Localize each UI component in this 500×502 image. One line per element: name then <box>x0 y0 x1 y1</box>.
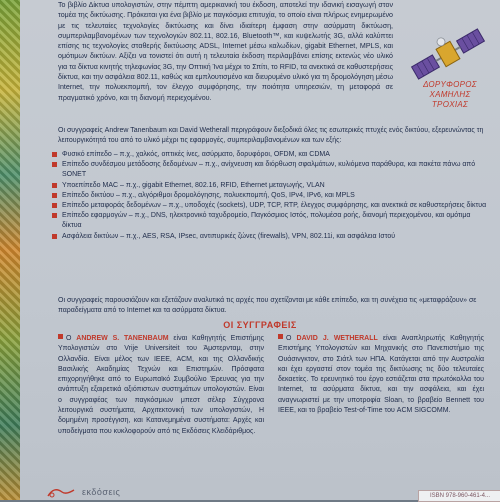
list-item <box>50 211 490 231</box>
author-bio-tanenbaum <box>58 334 264 437</box>
bullet-icon <box>52 162 57 167</box>
list-item <box>50 160 490 180</box>
list-item-text: Υποεπίπεδο MAC – π.χ., gigabit Ethernet, 802.16, RFID, Ethernet μεταγωγής, VLAN <box>62 181 325 189</box>
author-name: DAVID J. WETHERALL <box>296 335 378 342</box>
satellite-caption-line: ΤΡΟΧΙΑΣ <box>431 100 469 109</box>
list-item <box>50 150 490 160</box>
authors-heading: ΟΙ ΣΥΓΓΡΑΦΕΙΣ <box>223 320 297 330</box>
bullet-icon <box>52 193 57 198</box>
bullet-icon <box>52 234 57 239</box>
author-prefix: Ο <box>66 335 72 342</box>
list-item-text: Επίπεδο δικτύου – π.χ., αλγόριθμοι δρομολόγησης, πολυεκπομπή, QoS, IPv4, IPv6, και MPLS <box>62 191 355 199</box>
summary-paragraph: Οι συγγραφείς Andrew Tanenbaum και David Wetherall περιγράφουν διεξοδικά όλες τις εσωτερικές πτυχές ενός δικτύου, εξερευνώντας τη λειτουργικότητά του από το υλικό μέχρι τις εφαρμογές, συμπεριλαμβανομένων και των εξής: <box>58 127 484 144</box>
author-bio-text: είναι Αναπληρωτής Καθηγητής Επιστήμης Υπολογιστών και Μηχανικής στο Πανεπιστήμιο της Ουάσινγκτον, στο Σιάτλ των ΗΠΑ. Κατάγεται από την Αυστραλία και έχει εργαστεί στον τομέα της δικτύωσης τις δύο τελευταίες δεκαετίες. Το ερευνητικό του έργο εστιάζεται στα πρωτόκολλα του Internet, τα ασύρματα δίκτυα, και την ασφάλεια, και έχει αναγνωριστεί με την υποτροφία Sloan, το βραβείο Bennett του IEEE, και το βραβείο Test-of-Time του ACM SIGCOMM. <box>278 335 484 415</box>
author-name: ANDREW S. TANENBAUM <box>76 335 169 342</box>
closing-paragraph: Οι συγγραφείς παρουσιάζουν και εξετάζουν αναλυτικά τις αρχές που σχετίζονται με κάθε επίπεδο, και τη συνέχεια τις «μεταφράζουν» σε παραδείγματα από το Internet και τα ασύρματα δίκτυα. <box>58 297 477 314</box>
list-item <box>50 232 490 242</box>
book-back-cover <box>20 0 500 500</box>
list-item <box>50 191 490 201</box>
bullet-icon <box>278 334 283 339</box>
cover-art-strip <box>0 0 20 500</box>
satellite-caption-line: ΔΟΡΥΦΟΡΟΣ <box>423 80 477 89</box>
isbn-label: ISBN 978-960-461-4... <box>418 490 500 502</box>
author-bio-wetherall <box>278 334 484 416</box>
list-item <box>50 181 490 191</box>
list-item-text: Επίπεδο μεταφοράς δεδομένων – π.χ., υποδοχές (sockets), UDP, TCP, RTP, έλεγχος συμφόρησης, και ανεκτικά σε καθυστερήσεις δίκτυα <box>62 202 487 210</box>
bullet-icon <box>52 183 57 188</box>
bullet-icon <box>52 203 57 208</box>
list-item-text: Επίπεδο συνδέσμου μετάδοσης δεδομένων – π.χ., ανίχνευση και διόρθωση σφαλμάτων, κυλιόμενα παράθυρα, και πακέτα πάνω από SONET <box>62 161 476 179</box>
list-item <box>50 201 490 211</box>
bullet-icon <box>58 334 63 339</box>
list-item-text: Ασφάλεια δικτύων – π.χ., AES, RSA, IPsec, αντιπυρικές ζώνες (firewalls), VPN, 802.11i, και ασφάλεια Ιστού <box>62 232 396 240</box>
satellite-caption <box>400 80 500 110</box>
list-item-text: Επίπεδο εφαρμογών – π.χ., DNS, ηλεκτρονικό ταχυδρομείο, Παγκόσμιος Ιστός, πολυμέσα ροής, διανομή περιεχομένου, και ομότιμα δίκτυα <box>62 212 471 230</box>
satellite-caption-line: ΧΑΜΗΛΗΣ <box>429 90 471 99</box>
author-prefix: Ο <box>286 335 292 342</box>
bullet-icon <box>52 152 57 157</box>
list-item-text: Φυσικό επίπεδο – π.χ., χαλκός, οπτικές ίνες, ασύρματο, δορυφόροι, OFDM, και CDMA <box>62 151 330 158</box>
publisher-label: εκδόσεις <box>82 487 121 497</box>
intro-paragraph: Το βιβλίο Δίκτυα υπολογιστών, στην πέμπτη αμερικανική του έκδοση, αποτελεί την ιδανική εισαγωγή στον τομέα της δικτύωσης. Πρόκειται για ένα βιβλίο με παγκόσμια επιτυχία, το οποίο είναι πλήρως ενημερωμένο με τις τελευταίες τεχνολογίες δικτύωσης και δίνει ιδιαίτερη έμφαση στην ασύρματη δικτύωση, συμπεριλαμβανομένων των τεχνολογιών 802.11, 802.16, Bluetooth™, και κυψελωτής 3G, αλλά καλύπτει επίσης τις τεχνολογίες σταθερής δικτύωσης ADSL, Internet μέσω καλωδίων, gigabit Ethernet, MPLS, και ομότιμων δικτύων. Αξίζει να τονιστεί ότι αυτή η τελευταία έκδοση περιλαμβάνει επίσης εκτενώς νέο υλικό για τα δίκτυα κινητής τηλεφωνίας 3G, την Οπτική Ίνα μέχρι το Σπίτι, το RFID, τα ανεκτικά σε καθυστερήσεις δίκτυα, και την ασφάλεια 802.11, καθώς και εμπλουτισμένο και διευρυμένο υλικό για τη δρομολόγηση μέσω Internet, την πολυεκπομπή, τον έλεγχο συμφόρησης, την ποιότητα υπηρεσιών, τη μεταφορά σε πραγματικό χρόνο, και τη διανομή περιεχομένου. <box>58 1 393 102</box>
bullet-icon <box>52 213 57 218</box>
layers-list <box>50 150 490 242</box>
author-bio-text: είναι Καθηγητής Επιστήμης Υπολογιστών στο Vrije Universiteit του Άμστερνταμ, στην Ολλανδία. Είναι μέλος των IEEE, ACM, και της Ολλανδικής Βασιλικής Ακαδημίας Τεχνών και Επιστημών. Πρόσφατα επιχορηγήθηκε από το Ευρωπαϊκό Συμβούλιο Έρευνας για την ανάπτυξη εξαιρετικά αξιόπιστων συστημάτων υπολογιστών. Είναι ο συγγραφέας των παγκόσμιων μπεστ σέλερ Σύγχρονα λειτουργικά συστήματα, Αρχιτεκτονική των υπολογιστών, Η δομημένη προσέγγιση, και Κατανεμημένα συστήματα: Αρχές και υποδείγματα που κυκλοφορούν από τις Εκδόσεις Κλειδάριθμος. <box>58 335 264 435</box>
